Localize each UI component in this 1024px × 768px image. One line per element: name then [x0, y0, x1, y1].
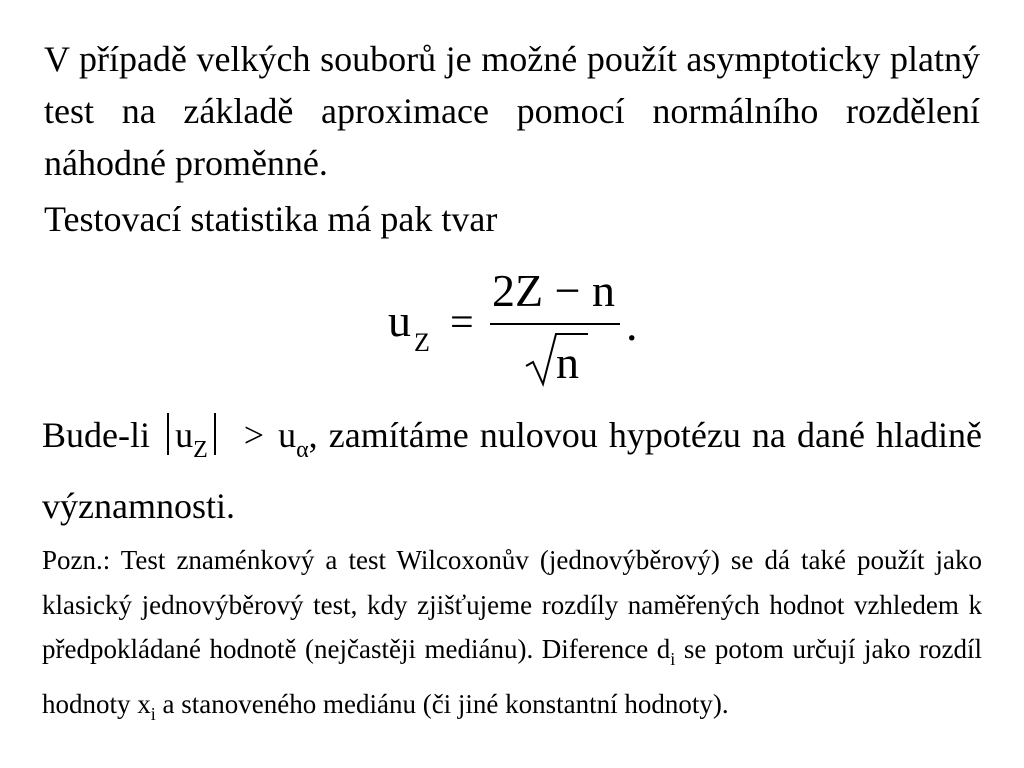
- formula-numerator: 2Z − n: [492, 265, 616, 316]
- note-sub-x: i: [150, 703, 156, 724]
- abs-symbol: u: [175, 415, 194, 455]
- note-paragraph: [42, 538, 982, 736]
- abs-right-bar: [214, 413, 216, 455]
- note-part3: a stanoveného mediánu (či jiné konstantní hodnoty).: [155, 688, 729, 719]
- decision-tail: , zamítáme nulovou hypotézu na dané hladině významnosti.: [42, 415, 983, 526]
- formula-lhs-subscript: Z: [414, 328, 430, 357]
- formula-end-punct: .: [626, 299, 638, 350]
- critical-symbol: u: [278, 415, 297, 455]
- statistic-intro: Testovací statistika má pak tvar: [44, 199, 498, 239]
- abs-left-bar: [167, 413, 169, 455]
- critical-subscript: α: [296, 437, 309, 463]
- sqrt-sign: [526, 334, 588, 384]
- formula-denominator: n: [556, 337, 579, 388]
- relation-symbol: >: [243, 415, 265, 455]
- decision-lead: Bude-li: [42, 415, 150, 455]
- note-part1: Pozn.: Test znaménkový a test Wilcoxonův (jednovýběrový) se dá také použít jako klasický jednovýběrový test, kdy zjišťujeme rozdíly naměřených hodnot vzhledem k předpokládané hodnotě (nejčastěji mediánu). Diference d: [42, 545, 982, 664]
- abs-subscript: Z: [193, 437, 208, 463]
- note-sub-d: i: [670, 649, 676, 669]
- note-part2: se potom určují jako rozdíl hodnoty x: [42, 634, 982, 719]
- formula-lhs-symbol: u: [388, 295, 411, 346]
- decision-rule-paragraph: [42, 407, 982, 534]
- intro-paragraph: V případě velkých souborů je možné použít asymptoticky platný test na základě aproximace pomocí normálního rozdělení náhodné proměnné.: [44, 39, 980, 183]
- formula-equals: =: [450, 300, 474, 346]
